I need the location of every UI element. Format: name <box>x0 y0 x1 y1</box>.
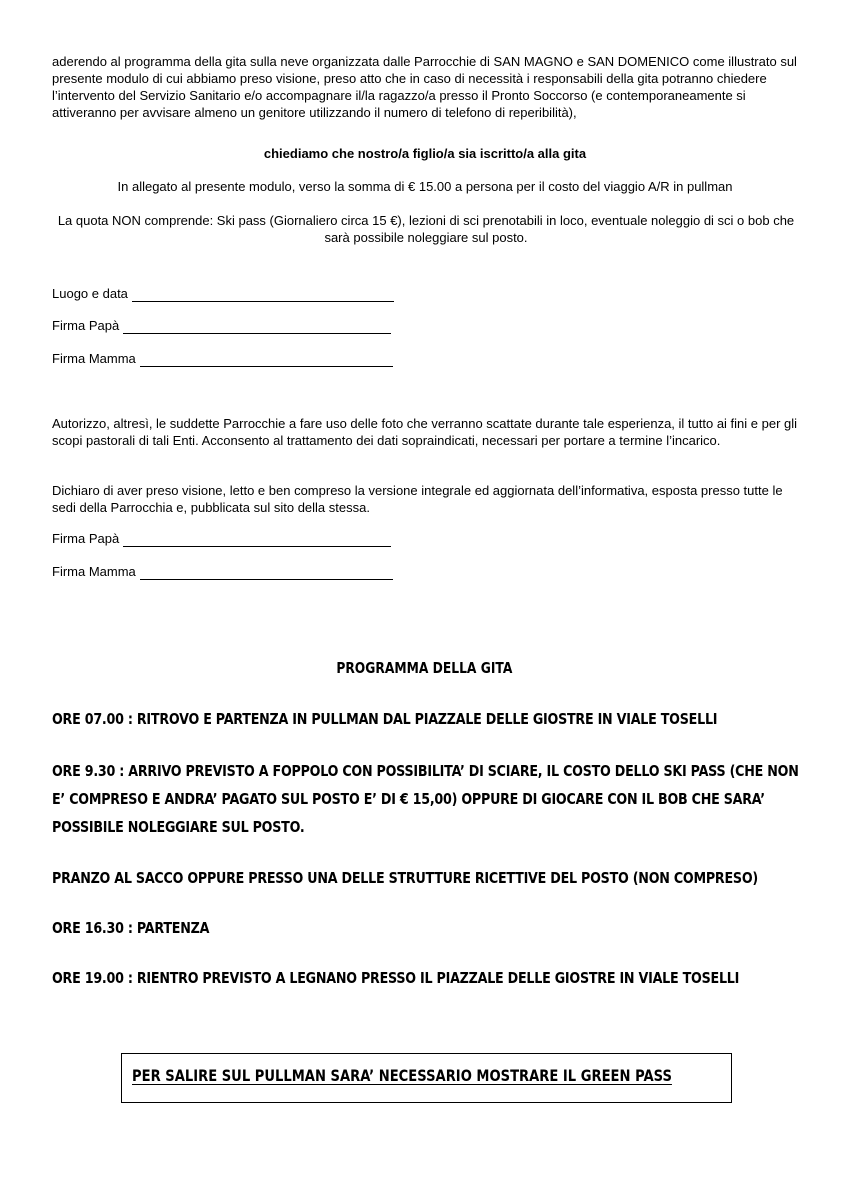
mother-signature-line-2[interactable] <box>140 565 393 580</box>
program-item-arrival: ORE 9.30 : ARRIVO PREVISTO A FOPPOLO CON POSSIBILITA’ DI SCIARE, IL COSTO DELLO SKI PASS (CHE NON E’ COMPRESO E ANDRA’ PAGATO SUL POSTO E’ DI € 15,00) OPPURE DI GIOCARE CON IL BOB CHE SARA’ POSSIBILE NOLEGGIARE SUL POSTO. <box>52 762 799 836</box>
father-signature-line-2[interactable] <box>123 532 391 547</box>
exclusions-statement: La quota NON comprende: Ski pass (Giornaliero circa 15 €), lezioni di sci prenotabili in loco, eventuale noleggio di sci o bob che sarà possibile noleggiare sul posto. <box>57 213 795 245</box>
consent-intro-paragraph: aderendo al programma della gita sulla neve organizzata dalle Parrocchie di SAN MAGNO e SAN DOMENICO come illustrato sul presente modulo di cui abbiamo preso visione, preso atto che in caso di necessità i responsabili della gita potranno chiedere l’intervento del Servizio Sanitario e/o accompagnare il/la ragazzo/a presso il Pronto Soccorso (e contemporaneamente si attiveranno per avvisare almeno un genitore utilizzando il numero di telefono di reperibilità), <box>52 54 797 120</box>
program-item-departure: ORE 07.00 : RITROVO E PARTENZA IN PULLMAN DAL PIAZZALE DELLE GIOSTRE IN VIALE TOSELLI <box>52 710 718 728</box>
program-item-lunch: PRANZO AL SACCO OPPURE PRESSO UNA DELLE STRUTTURE RICETTIVE DEL POSTO (NON COMPRESO) <box>52 869 758 887</box>
payment-statement: In allegato al presente modulo, verso la somma di € 15.00 a persona per il costo del viaggio A/R in pullman <box>117 179 733 194</box>
mother-signature-field-1[interactable] <box>52 349 393 367</box>
father-signature-label-2: Firma Papà <box>52 531 120 546</box>
green-pass-notice: PER SALIRE SUL PULLMAN SARA’ NECESSARIO MOSTRARE IL GREEN PASS <box>132 1066 672 1085</box>
father-signature-line-1[interactable] <box>123 319 391 334</box>
green-pass-notice-box <box>121 1053 732 1103</box>
photo-authorization-paragraph: Autorizzo, altresì, le suddette Parrocchie a fare uso delle foto che verranno scattate durante tale esperienza, il tutto ai fini e per gli scopi pastorali di tali Enti. Acconsento al trattamento dei dati sopraindicati, necessari per portare a termine l’incarico. <box>52 416 798 448</box>
mother-signature-line-1[interactable] <box>140 352 393 367</box>
mother-signature-field-2[interactable] <box>52 562 393 580</box>
program-title: PROGRAMMA DELLA GITA <box>335 659 513 677</box>
enrollment-request: chiediamo che nostro/a figlio/a sia iscritto/a alla gita <box>263 146 587 161</box>
place-date-line[interactable] <box>132 287 394 302</box>
mother-signature-label-2: Firma Mamma <box>52 564 136 579</box>
program-item-return-departure: ORE 16.30 : PARTENZA <box>52 919 210 937</box>
place-date-field[interactable] <box>52 284 394 302</box>
father-signature-field-2[interactable] <box>52 529 391 547</box>
program-item-return-arrival: ORE 19.00 : RIENTRO PREVISTO A LEGNANO PRESSO IL PIAZZALE DELLE GIOSTRE IN VIALE TOSELLI <box>52 969 740 987</box>
father-signature-label-1: Firma Papà <box>52 318 120 333</box>
place-date-label: Luogo e data <box>52 286 128 301</box>
privacy-declaration-paragraph: Dichiaro di aver preso visione, letto e ben compreso la versione integrale ed aggiornata dell’informativa, esposta presso tutte le sedi della Parrocchia e, pubblicata sul sito della stessa. <box>52 483 783 515</box>
mother-signature-label-1: Firma Mamma <box>52 351 136 366</box>
father-signature-field-1[interactable] <box>52 316 391 334</box>
